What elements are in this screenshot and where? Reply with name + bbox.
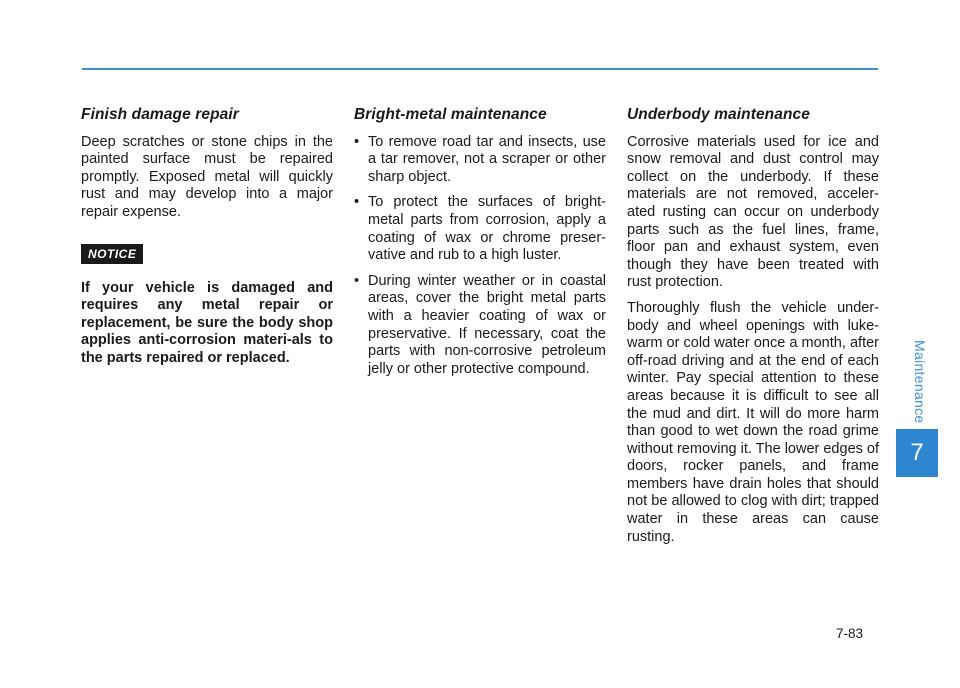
column-finish-damage (81, 106, 333, 368)
list-item: • To protect the surfaces of bright-metal parts from corrosion, apply a coating of wax or chrome preser-vative and rub to a high luster. (354, 194, 606, 264)
underbody-paragraph-1: Corrosive materials used for ice and snow removal and dust control may collect on the underbody. If these materials are not removed, acceler-ated rusting can occur on underbody parts such as the fuel lines, frame, floor pan and exhaust system, even though they have been treated with rust protection. (627, 133, 879, 291)
underbody-paragraph-2: Thoroughly flush the vehicle under-body and wheel openings with luke-warm or cold water once a month, after off-road driving and at the end of each winter. Pay special attention to these areas because it is difficult to see all the mud and dirt. It will do more harm than good to wet down the road grime without removing it. The lower edges of doors, rocker panels, and frame members have drain holes that should not be allowed to clog with dirt; trapped water in these areas can cause rusting. (627, 299, 880, 545)
heading-finish-damage: Finish damage repair (81, 106, 239, 123)
page-number: 7-83 (836, 626, 864, 641)
list-item: • To remove road tar and insects, use a tar remover, not a scraper or other sharp object. (354, 134, 606, 187)
finish-damage-paragraph: Deep scratches or stone chips in the painted surface must be repaired promptly. Exposed metal will quickly rust and may develop into a major repair expense. (81, 133, 333, 220)
section-label: Maintenance (912, 340, 928, 424)
heading-underbody: Underbody maintenance (627, 106, 810, 123)
header-rule (82, 68, 878, 70)
bright-metal-list (354, 134, 606, 379)
list-item: • During winter weather or in coastal areas, cover the bright metal parts with a heavier coating of wax or preservative. If necessary, coat the parts with non-corrosive petroleum jelly or other protective compound. (354, 273, 606, 379)
heading-bright-metal: Bright-metal maintenance (354, 106, 547, 123)
column-underbody (627, 106, 879, 554)
column-bright-metal (354, 106, 606, 386)
notice-badge: NOTICE (81, 244, 143, 264)
notice-text: If your vehicle is damaged and requires any metal repair or replacement, be sure the body shop applies anti-corrosion materi-als to the parts repaired or replaced. (81, 279, 333, 366)
chapter-tab: 7 (896, 429, 938, 477)
